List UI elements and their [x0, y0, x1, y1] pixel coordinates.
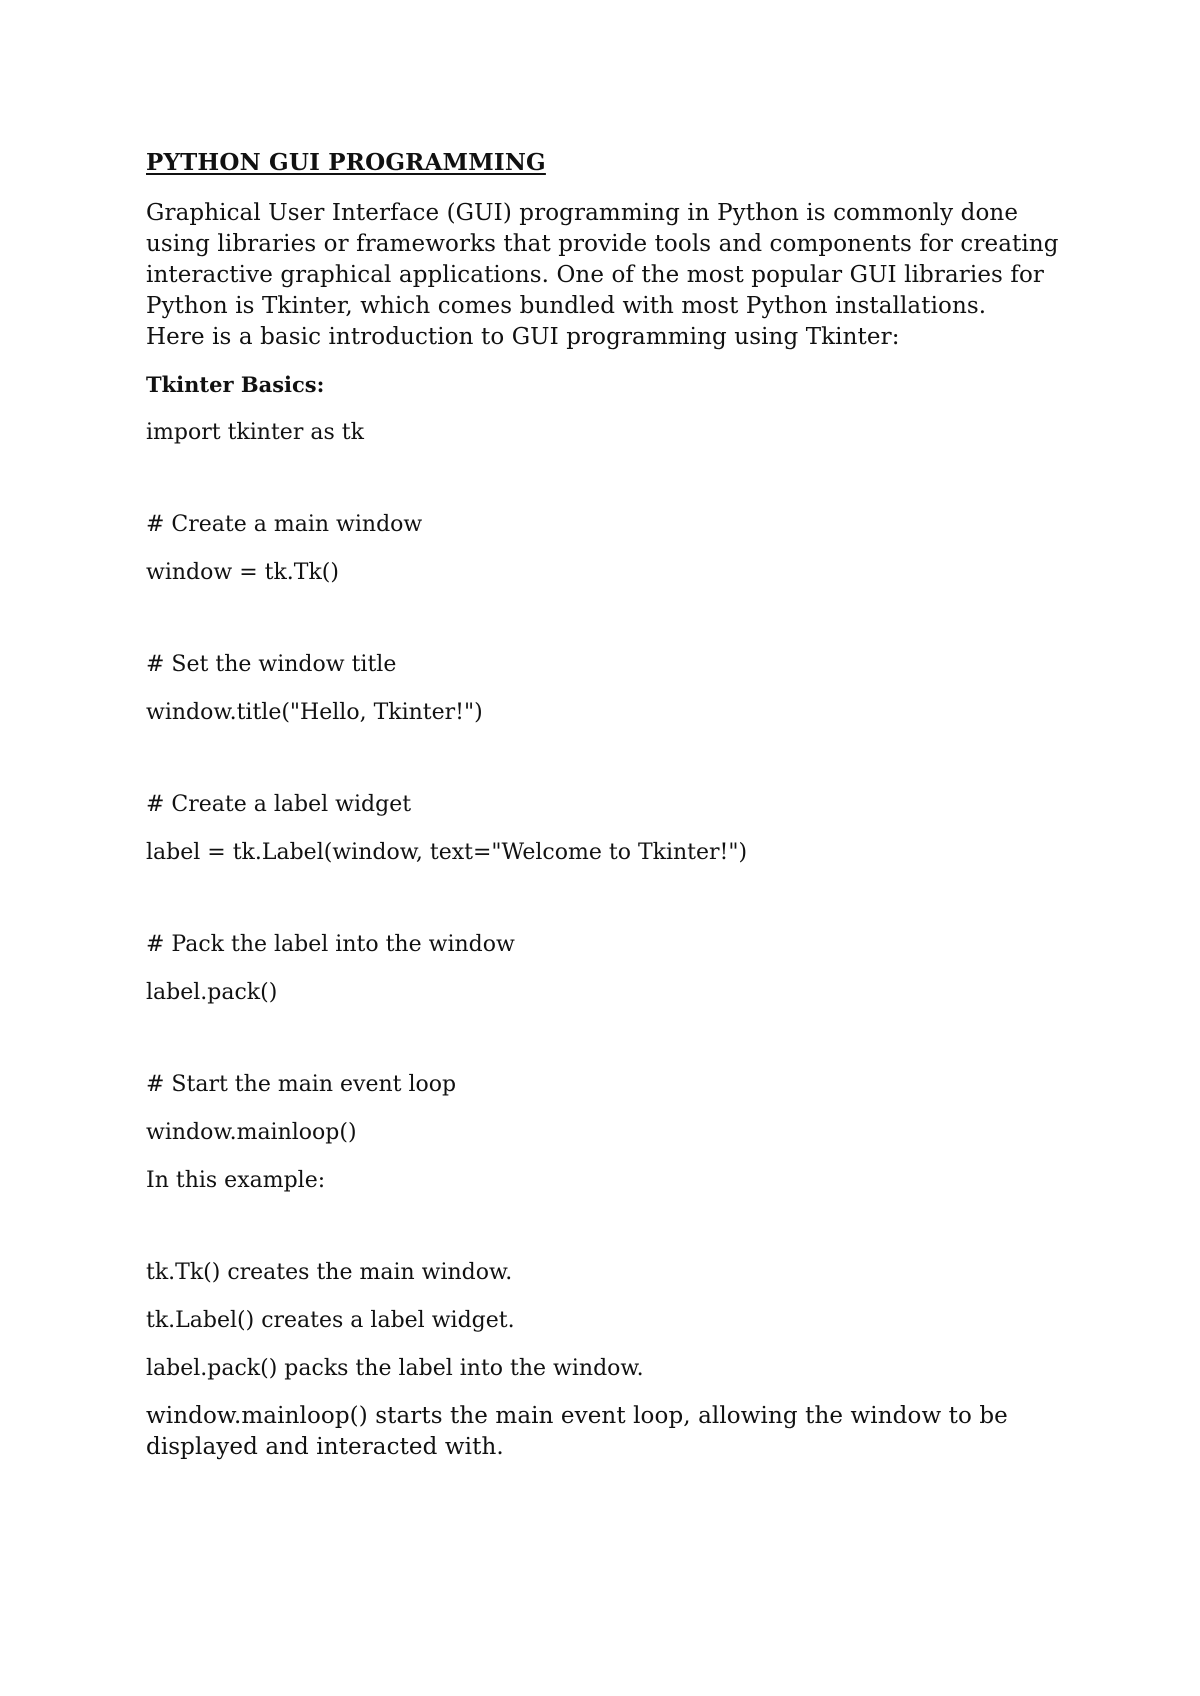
- document-title: PYTHON GUI PROGRAMMING: [146, 149, 546, 176]
- example-intro: In this example:: [146, 1168, 326, 1193]
- code-line: window.mainloop(): [146, 1120, 357, 1145]
- intro-line: Python is Tkinter, which comes bundled with most Python installations.: [146, 293, 987, 319]
- code-line: window = tk.Tk(): [146, 560, 339, 585]
- explanation-item: label.pack() packs the label into the window.: [146, 1356, 644, 1381]
- intro-paragraph: [146, 198, 1086, 353]
- code-line: label.pack(): [146, 980, 278, 1005]
- final-line: window.mainloop() starts the main event loop, allowing the window to be: [146, 1403, 1008, 1429]
- code-line: label = tk.Label(window, text="Welcome to Tkinter!"): [146, 840, 748, 865]
- code-line: window.title("Hello, Tkinter!"): [146, 700, 483, 725]
- code-comment: # Create a main window: [146, 512, 423, 537]
- document-body: [146, 146, 1086, 1463]
- code-comment: # Set the window title: [146, 652, 397, 677]
- code-comment: # Pack the label into the window: [146, 932, 515, 957]
- intro-line: Here is a basic introduction to GUI programming using Tkinter:: [146, 324, 900, 350]
- final-line: displayed and interacted with.: [146, 1434, 504, 1460]
- intro-line: interactive graphical applications. One of the most popular GUI libraries for: [146, 262, 1045, 288]
- intro-line: Graphical User Interface (GUI) programming in Python is commonly done: [146, 200, 1019, 226]
- explanation-item: tk.Label() creates a label widget.: [146, 1308, 515, 1333]
- final-paragraph: [146, 1401, 1086, 1463]
- intro-line: using libraries or frameworks that provide tools and components for creating: [146, 231, 1059, 257]
- section-heading: Tkinter Basics:: [146, 372, 325, 397]
- explanation-item: tk.Tk() creates the main window.: [146, 1260, 513, 1285]
- code-comment: # Start the main event loop: [146, 1072, 457, 1097]
- code-comment: # Create a label widget: [146, 792, 412, 817]
- code-import: import tkinter as tk: [146, 420, 364, 445]
